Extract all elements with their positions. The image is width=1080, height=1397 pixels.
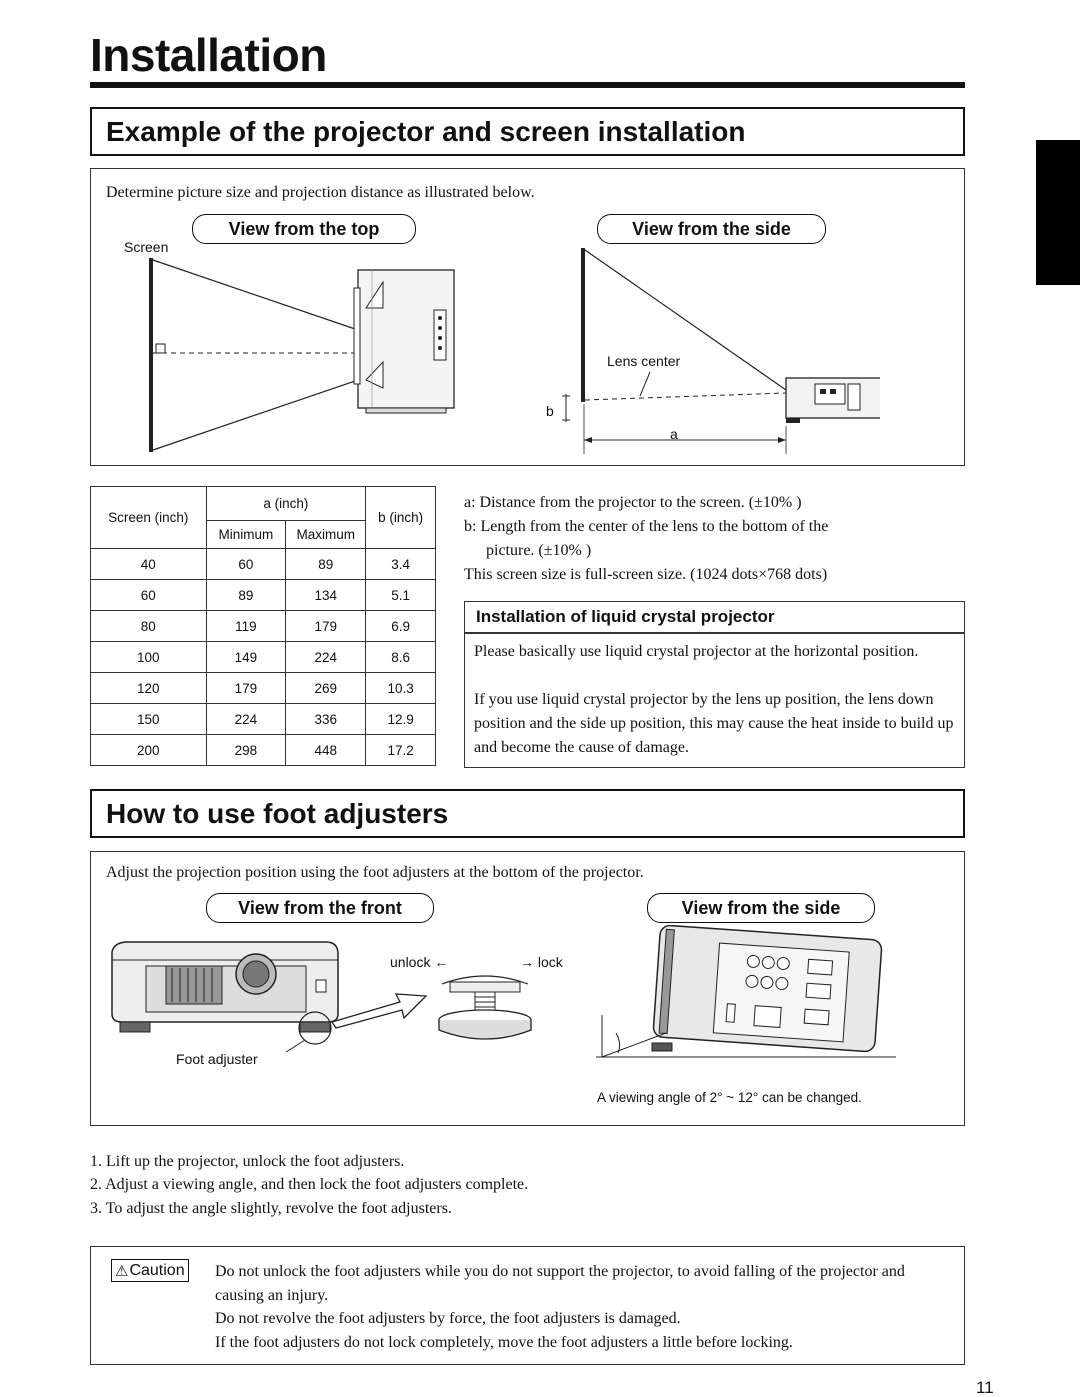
table-cell: 100 [91, 642, 207, 673]
view-top-label: View from the top [192, 214, 416, 244]
table-cell: 119 [206, 611, 286, 642]
table-cell: 89 [286, 549, 366, 580]
caution-line-2: Do not revolve the foot adjusters by force, the foot adjusters is damaged. [215, 1310, 681, 1327]
table-cell: 60 [91, 580, 207, 611]
lcd-box-heading: Installation of liquid crystal projector [476, 607, 775, 626]
table-cell: 6.9 [366, 611, 436, 642]
side-tab-marker [1036, 140, 1080, 285]
table-header-screen: Screen (inch) [91, 487, 207, 549]
unlock-label: unlock ← [390, 954, 449, 970]
table-cell: 179 [286, 611, 366, 642]
screen-label: Screen [124, 239, 169, 255]
section-heading-foot-adjusters: How to use foot adjusters [90, 789, 965, 838]
caution-line-1: Do not unlock the foot adjusters while you do not support the projector, to avoid falling of the projector and causing an injury. [215, 1263, 905, 1304]
table-cell: 134 [286, 580, 366, 611]
table-row [91, 642, 436, 673]
page-number: 11 [976, 1378, 994, 1397]
caution-badge [111, 1259, 189, 1282]
side-view-tilted-projector-diagram [596, 925, 896, 1065]
table-cell: 80 [91, 611, 207, 642]
table-cell: 150 [91, 704, 207, 735]
table-cell: 5.1 [366, 580, 436, 611]
table-cell: 10.3 [366, 673, 436, 704]
caution-label: Caution [129, 1261, 185, 1279]
note-b-line2: picture. (±10% ) [486, 542, 592, 559]
table-cell: 17.2 [366, 735, 436, 766]
warning-triangle-icon: ⚠ [115, 1262, 129, 1280]
table-cell: 149 [206, 642, 286, 673]
table-cell: 120 [91, 673, 207, 704]
table-header-a: a (inch) [206, 487, 366, 521]
table-header-a-max: Maximum [286, 521, 366, 549]
table-cell: 298 [206, 735, 286, 766]
table-row [91, 673, 436, 704]
table-row [91, 580, 436, 611]
table-body [91, 549, 436, 766]
top-view-diagram [140, 258, 470, 458]
table-cell: 269 [286, 673, 366, 704]
table-cell: 89 [206, 580, 286, 611]
view-side-label: View from the side [597, 214, 826, 244]
note-a: a: Distance from the projector to the screen. (±10% ) [464, 494, 802, 511]
table-cell: 224 [206, 704, 286, 735]
foot-adjuster-detail-diagram [430, 972, 540, 1047]
projection-distance-table [90, 486, 436, 766]
dimension-a-label: a [670, 426, 678, 442]
table-row [91, 704, 436, 735]
table-cell: 448 [286, 735, 366, 766]
table-header-a-min: Minimum [206, 521, 286, 549]
note-screen-size: This screen size is full-screen size. (1024 dots×768 dots) [464, 566, 828, 583]
table-row [91, 611, 436, 642]
table-row [91, 735, 436, 766]
page-title: Installation [90, 29, 327, 81]
table-cell: 224 [286, 642, 366, 673]
table-cell: 200 [91, 735, 207, 766]
table-cell: 179 [206, 673, 286, 704]
front-view-projector-diagram [106, 940, 346, 1055]
table-cell: 3.4 [366, 549, 436, 580]
step-3: 3. To adjust the angle slightly, revolve the foot adjusters. [90, 1200, 452, 1217]
lcd-box-paragraph-2: If you use liquid crystal projector by the lens up position, the lens down position and the side up position, this may cause the heat inside to build up and become the cause of damage. [474, 691, 954, 756]
title-rule [90, 82, 965, 88]
dimension-b-label: b [546, 403, 554, 419]
lcd-box-paragraph-1: Please basically use liquid crystal projector at the horizontal position. [474, 643, 919, 660]
table-cell: 60 [206, 549, 286, 580]
side-view-diagram [540, 244, 880, 459]
view-side-label-2: View from the side [647, 893, 875, 923]
note-b-line1: b: Length from the center of the lens to the bottom of the [464, 518, 829, 535]
table-row [91, 549, 436, 580]
table-cell: 8.6 [366, 642, 436, 673]
table-header-b: b (inch) [366, 487, 436, 549]
detail-arrow-icon [330, 980, 430, 1030]
table-cell: 336 [286, 704, 366, 735]
section2-intro: Adjust the projection position using the foot adjusters at the bottom of the projector. [106, 864, 644, 881]
lens-center-label: Lens center [607, 353, 681, 369]
foot-adjuster-label: Foot adjuster [176, 1051, 258, 1067]
section1-intro: Determine picture size and projection distance as illustrated below. [106, 184, 535, 201]
lock-label: → lock [520, 954, 563, 970]
view-front-label: View from the front [206, 893, 434, 923]
section-heading-installation-example: Example of the projector and screen installation [90, 107, 965, 156]
caution-line-3: If the foot adjusters do not lock completely, move the foot adjusters a little before locking. [215, 1334, 793, 1351]
viewing-angle-caption: A viewing angle of 2° ~ 12° can be changed. [597, 1090, 862, 1105]
step-2: 2. Adjust a viewing angle, and then lock the foot adjusters complete. [90, 1176, 529, 1193]
table-cell: 40 [91, 549, 207, 580]
step-1: 1. Lift up the projector, unlock the foot adjusters. [90, 1153, 405, 1170]
lcd-box-divider [464, 632, 965, 634]
table-cell: 12.9 [366, 704, 436, 735]
